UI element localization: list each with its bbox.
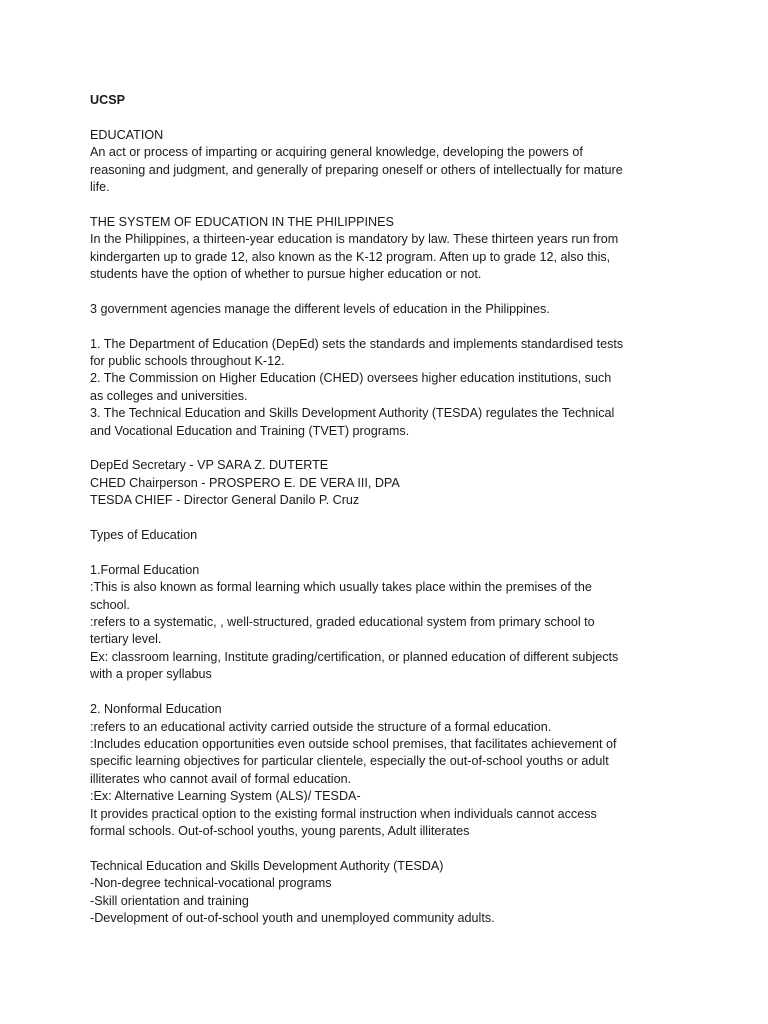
text-line: formal schools. Out-of-school youths, young parents, Adult illiterates: [90, 823, 470, 838]
text-line: for public schools throughout K-12.: [90, 354, 285, 369]
text-line: specific learning objectives for particular clientele, especially the out-of-school youths or adult: [90, 754, 609, 769]
document-page: [90, 92, 690, 945]
text-line: school.: [90, 597, 130, 612]
text-line: Ex: classroom learning, Institute grading/certification, or planned education of different subjects: [90, 649, 619, 664]
tesda-programs-heading-line: Technical Education and Skills Development Authority (TESDA): [90, 858, 444, 873]
formal-education-paragraph: [90, 562, 690, 684]
text-line: TESDA CHIEF - Director General Danilo P. Cruz: [90, 493, 360, 508]
text-line: -Non-degree technical-vocational programs: [90, 876, 332, 891]
text-line: life.: [90, 180, 110, 195]
system-of-education-heading-line: THE SYSTEM OF EDUCATION IN THE PHILIPPINES: [90, 214, 394, 229]
government-agencies-list-heading-line: 1. The Department of Education (DepEd) sets the standards and implements standardised tests: [90, 336, 624, 351]
tesda-programs-paragraph: [90, 858, 690, 928]
text-line: 3. The Technical Education and Skills Development Authority (TESDA) regulates the Technical: [90, 406, 615, 421]
nonformal-education-heading-line: 2. Nonformal Education: [90, 702, 222, 717]
education-definition-heading-line: EDUCATION: [90, 127, 164, 142]
document-title: UCSP: [90, 93, 125, 107]
text-line: :refers to an educational activity carried outside the structure of a formal education.: [90, 719, 552, 734]
text-line: -Development of out-of-school youth and unemployed community adults.: [90, 910, 495, 925]
agency-heads-heading-line: DepEd Secretary - VP SARA Z. DUTERTE: [90, 458, 329, 473]
text-line: kindergarten up to grade 12, also known as the K-12 program. Aften up to grade 12, also this,: [90, 249, 611, 264]
text-line: with a proper syllabus: [90, 667, 212, 682]
types-of-education-heading-heading-line: Types of Education: [90, 528, 198, 543]
document-body: [90, 127, 690, 928]
text-line: :refers to a systematic, , well-structured, graded educational system from primary school to: [90, 615, 595, 630]
text-line: -Skill orientation and training: [90, 893, 249, 908]
nonformal-education-paragraph: [90, 701, 690, 840]
text-line: 2. The Commission on Higher Education (CHED) oversees higher education institutions, such: [90, 371, 612, 386]
text-line: reasoning and judgment, and generally of preparing oneself or others of intellectually for mature: [90, 162, 623, 177]
text-line: CHED Chairperson - PROSPERO E. DE VERA III, DPA: [90, 475, 400, 490]
formal-education-heading-line: 1.Formal Education: [90, 562, 200, 577]
government-agencies-intro-heading-line: 3 government agencies manage the different levels of education in the Philippines.: [90, 301, 550, 316]
text-line: In the Philippines, a thirteen-year education is mandatory by law. These thirteen years run from: [90, 232, 619, 247]
text-line: An act or process of imparting or acquiring general knowledge, developing the powers of: [90, 145, 583, 160]
agency-heads-paragraph: [90, 457, 690, 509]
text-line: :This is also known as formal learning which usually takes place within the premises of the: [90, 580, 592, 595]
text-line: :Includes education opportunities even outside school premises, that facilitates achievement of: [90, 736, 617, 751]
text-line: illiterates who cannot avail of formal education.: [90, 771, 352, 786]
text-line: and Vocational Education and Training (TVET) programs.: [90, 423, 410, 438]
types-of-education-heading-paragraph: [90, 527, 690, 544]
text-line: tertiary level.: [90, 632, 162, 647]
system-of-education-paragraph: [90, 214, 690, 284]
text-line: :Ex: Alternative Learning System (ALS)/ TESDA-: [90, 789, 361, 804]
text-line: It provides practical option to the existing formal instruction when individuals cannot access: [90, 806, 597, 821]
text-line: students have the option of whether to pursue higher education or not.: [90, 267, 482, 282]
education-definition-paragraph: [90, 127, 690, 197]
text-line: as colleges and universities.: [90, 388, 248, 403]
government-agencies-intro-paragraph: [90, 301, 690, 318]
government-agencies-list-paragraph: [90, 336, 690, 440]
